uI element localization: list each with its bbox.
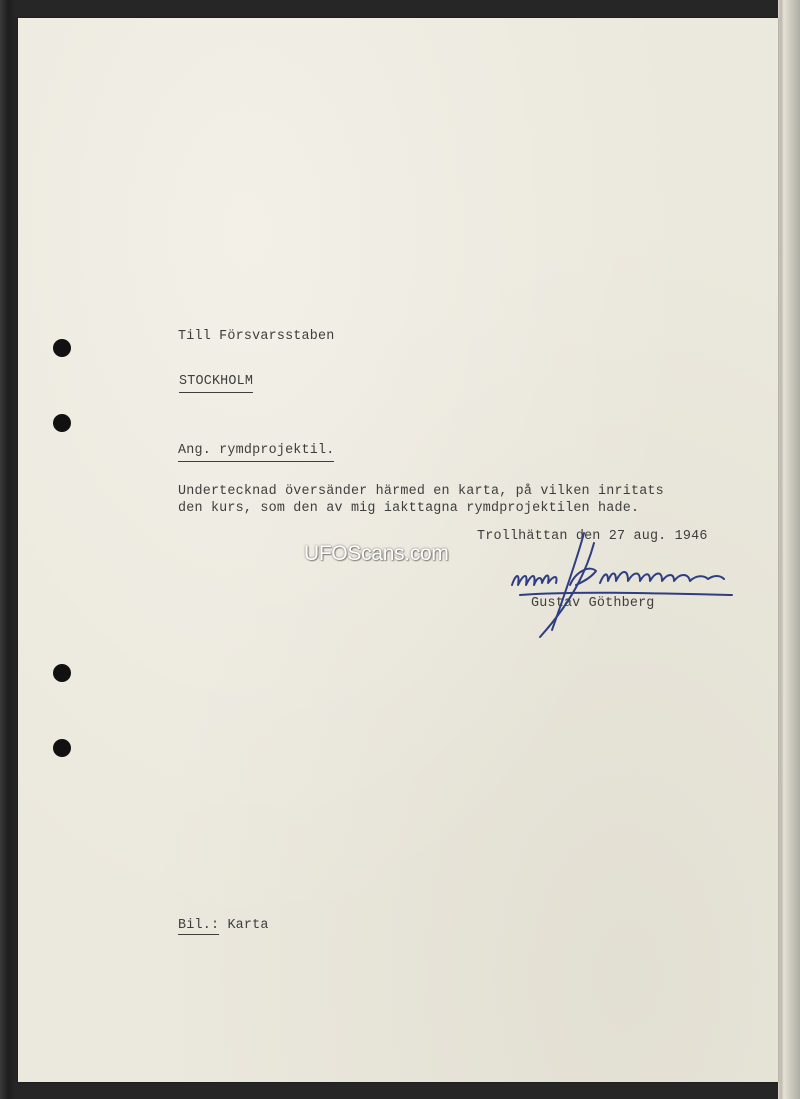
punch-hole-4: [53, 739, 71, 757]
punch-hole-2: [53, 414, 71, 432]
recipient-line: Till Försvarsstaben: [178, 329, 335, 344]
subject-line: Ang. rymdprojektil.: [178, 442, 334, 462]
punch-hole-3: [53, 664, 71, 682]
body-line-1: Undertecknad översänder härmed en karta, på vilken inritats: [178, 484, 664, 499]
place-and-date: Trollhättan den 27 aug. 1946: [477, 529, 708, 544]
enclosure-value: Karta: [227, 918, 269, 933]
signer-name: Gustav Göthberg: [531, 596, 655, 611]
enclosure-label: Bil.:: [178, 918, 220, 933]
handwritten-signature: [500, 525, 740, 640]
enclosure-line: [178, 917, 269, 935]
watermark: UFOScans.com: [304, 542, 449, 565]
stacked-page-edges: [778, 0, 800, 1099]
body-line-2: den kurs, som den av mig iakttagna rymdprojektilen hade.: [178, 501, 640, 516]
punch-hole-1: [53, 339, 71, 357]
recipient-city: STOCKHOLM: [179, 373, 253, 393]
